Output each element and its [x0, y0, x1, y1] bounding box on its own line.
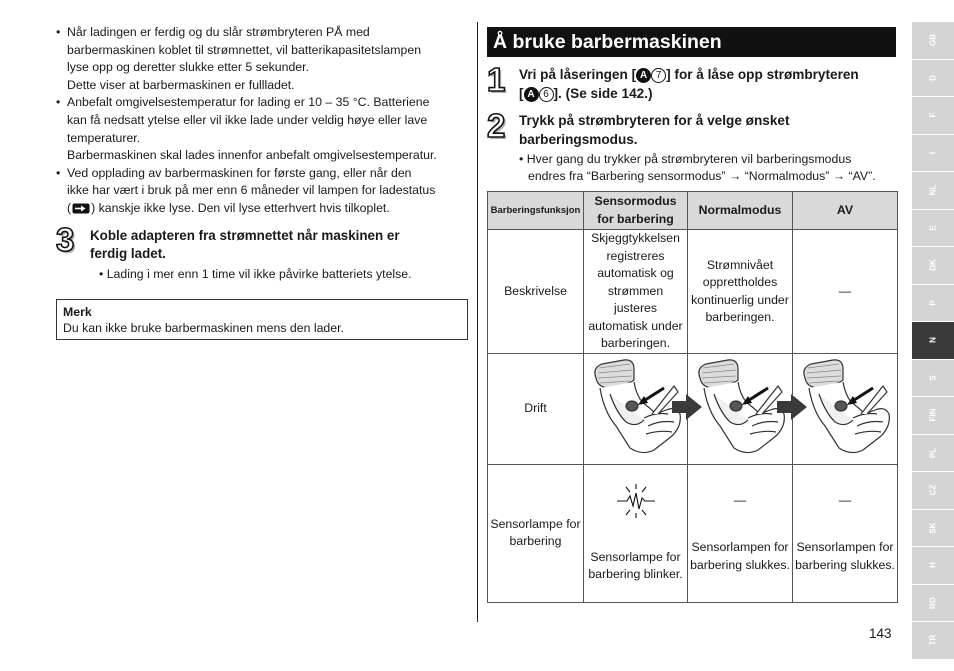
- tab-label: H: [928, 562, 938, 569]
- table-row: [488, 230, 898, 354]
- text-line: kan få nedsatt ytelse eller vil ikke lade under veldig høye eller lave: [67, 112, 428, 127]
- shaving-function-table: [487, 191, 898, 603]
- language-tab-dk[interactable]: [912, 247, 954, 285]
- drift-cell-normal: [688, 354, 793, 465]
- table-header-row: [488, 192, 898, 230]
- tab-label: D: [928, 74, 938, 81]
- blinking-lamp-icon: [614, 483, 658, 519]
- step-3: [56, 220, 468, 283]
- text-line: lyse opp og deretter slukke etter 5 sekunder.: [67, 60, 309, 75]
- part-number-icon: 7: [651, 68, 666, 83]
- step-title-line: Koble adapteren fra strømnettet når maskinen er: [90, 227, 400, 243]
- tab-label: GB: [928, 34, 938, 47]
- tab-label: I: [928, 151, 938, 154]
- column-divider: [477, 22, 478, 622]
- language-tab-fin[interactable]: [912, 397, 954, 435]
- note-box-title: Merk: [63, 304, 92, 319]
- dash-mark: —: [838, 492, 852, 507]
- step-title-line: ferdig ladet.: [90, 245, 166, 261]
- step-1: [487, 61, 896, 103]
- tab-label: S: [928, 375, 938, 381]
- table-cell: Skjeggtykkelsen registreres automatisk og strømmen justeres automatisk under barberingen.: [584, 230, 688, 354]
- drift-cell-off: [793, 354, 898, 465]
- table-cell: [688, 464, 793, 602]
- text-line: • Når ladingen er ferdig og du slår strømbryteren PÅ med: [67, 25, 370, 39]
- text-part: [: [519, 86, 524, 101]
- text-line: • Ved opplading av barbermaskinen for første gang, eller når den: [67, 165, 412, 180]
- language-tab-cz[interactable]: [912, 472, 954, 510]
- step-note: • Lading i mer enn 1 time vil ikke påvirke batteriets ytelse.: [99, 266, 412, 281]
- row-label: Sensorlampe for barbering: [488, 464, 584, 602]
- row-label: Beskrivelse: [488, 230, 584, 354]
- tab-label: RO: [928, 596, 938, 609]
- tab-label: N: [928, 337, 938, 344]
- text-line: temperaturer.: [67, 130, 141, 145]
- tab-label: FIN: [928, 408, 938, 422]
- language-tab-pl[interactable]: [912, 435, 954, 473]
- note-bullet-full-charge: [56, 24, 468, 94]
- paren-open: (: [67, 200, 72, 215]
- tab-label: CZ: [928, 484, 938, 496]
- step-note-line: • Hver gang du trykker på strømbryteren vil barberingsmodus: [519, 152, 852, 166]
- header-normal-mode: Normalmodus: [688, 192, 793, 230]
- cell-text: Sensorlampe for barbering blinker.: [588, 549, 683, 581]
- step-title-line: barberingsmodus.: [519, 132, 638, 147]
- header-function: Barberingsfunksjon: [488, 192, 584, 230]
- step-number: 3: [56, 220, 75, 258]
- text-line: barbermaskinen koblet til strømnettet, vil batterikapasitetslampen: [67, 42, 422, 57]
- step-2: [487, 107, 896, 185]
- text-rest: ) kanskje ikke lyse. Den vil lyse etterhvert hvis tilkoplet.: [91, 200, 390, 215]
- tab-label: TR: [928, 634, 938, 646]
- shaver-in-hand-icon: [795, 354, 895, 458]
- language-tab-ro[interactable]: [912, 585, 954, 623]
- left-column: [56, 24, 468, 340]
- header-off: AV: [793, 192, 898, 230]
- part-marker-a-icon: A: [524, 87, 539, 102]
- tab-label: F: [928, 112, 938, 118]
- table-row: [488, 354, 898, 465]
- table-cell: —: [793, 230, 898, 354]
- language-tab-s[interactable]: [912, 360, 954, 398]
- text-line: Barbermaskinen skal lades innenfor anbefalt omgivelsestemperatur.: [67, 148, 437, 163]
- step-title-line: [519, 65, 896, 84]
- dash-mark: —: [733, 492, 747, 507]
- header-sensor-mode: Sensormodus for barbering: [584, 192, 688, 230]
- step-number: 1: [487, 61, 506, 98]
- language-tab-tr[interactable]: [912, 622, 954, 660]
- part-marker-a-icon: A: [636, 68, 651, 83]
- text-line: ikke har vært i bruk på mer enn 6 måneder vil lampen for ladestatus: [67, 183, 436, 198]
- plug-charge-icon: [72, 203, 90, 214]
- row-label: Drift: [488, 354, 584, 465]
- language-tab-nl[interactable]: [912, 172, 954, 210]
- step-title-line: Trykk på strømbryteren for å velge ønsket: [519, 113, 790, 128]
- table-cell: [584, 464, 688, 602]
- text-line: Dette viser at barbermaskinen er fullladet.: [67, 77, 295, 92]
- arrow-right-icon: [777, 394, 807, 420]
- arrow-right-icon: [672, 394, 702, 420]
- note-box-text: Du kan ikke bruke barbermaskinen mens den lader.: [63, 320, 344, 335]
- drift-cell-sensor: [584, 354, 688, 465]
- tab-label: NL: [928, 184, 938, 196]
- language-tab-d[interactable]: [912, 60, 954, 98]
- language-tab-i[interactable]: [912, 135, 954, 173]
- tab-label: E: [928, 225, 938, 231]
- language-tabs: [912, 22, 954, 660]
- step-note-line: endres fra “Barbering sensormodus” → “Normalmodus” → “AV”.: [528, 169, 876, 183]
- cell-text: Sensorlampen for barbering slukkes.: [690, 540, 790, 572]
- shaver-in-hand-icon: [690, 354, 790, 458]
- part-number-icon: 6: [539, 87, 554, 102]
- language-tab-p[interactable]: [912, 285, 954, 323]
- text-part: ]. (Se side 142.): [553, 86, 653, 101]
- table-cell: Strømnivået opprettholdes kontinuerlig under barberingen.: [688, 230, 793, 354]
- language-tab-gb[interactable]: [912, 22, 954, 60]
- step-title-line: [519, 84, 896, 103]
- page-number: 143: [869, 626, 892, 641]
- text-part: ] for å låse opp strømbryteren: [666, 67, 859, 82]
- language-tab-e[interactable]: [912, 210, 954, 248]
- language-tab-h[interactable]: [912, 547, 954, 585]
- language-tab-n[interactable]: [912, 322, 954, 360]
- cell-text: Sensorlampen for barbering slukkes.: [795, 540, 895, 572]
- tab-label: DK: [928, 259, 938, 272]
- table-cell: [793, 464, 898, 602]
- table-row: [488, 464, 898, 602]
- text-line: • Anbefalt omgivelsestemperatur for lading er 10 – 35 °C. Batteriene: [67, 95, 430, 110]
- note-bullet-first-charge: [56, 165, 468, 218]
- note-box: [56, 299, 468, 340]
- charging-notes: [56, 24, 468, 218]
- tab-label: PL: [928, 447, 938, 458]
- language-tab-f[interactable]: [912, 97, 954, 135]
- right-column: [487, 27, 896, 581]
- text-part: Vri på låseringen [: [519, 67, 637, 82]
- tab-label: P: [928, 300, 938, 306]
- language-tab-sk[interactable]: [912, 510, 954, 548]
- note-bullet-temperature: [56, 94, 468, 164]
- text-line-with-icon: [67, 200, 468, 218]
- tab-label: SK: [928, 522, 938, 534]
- section-title: Å bruke barbermaskinen: [487, 27, 896, 57]
- step-number: 2: [487, 107, 506, 144]
- shaver-in-hand-icon: [586, 354, 686, 458]
